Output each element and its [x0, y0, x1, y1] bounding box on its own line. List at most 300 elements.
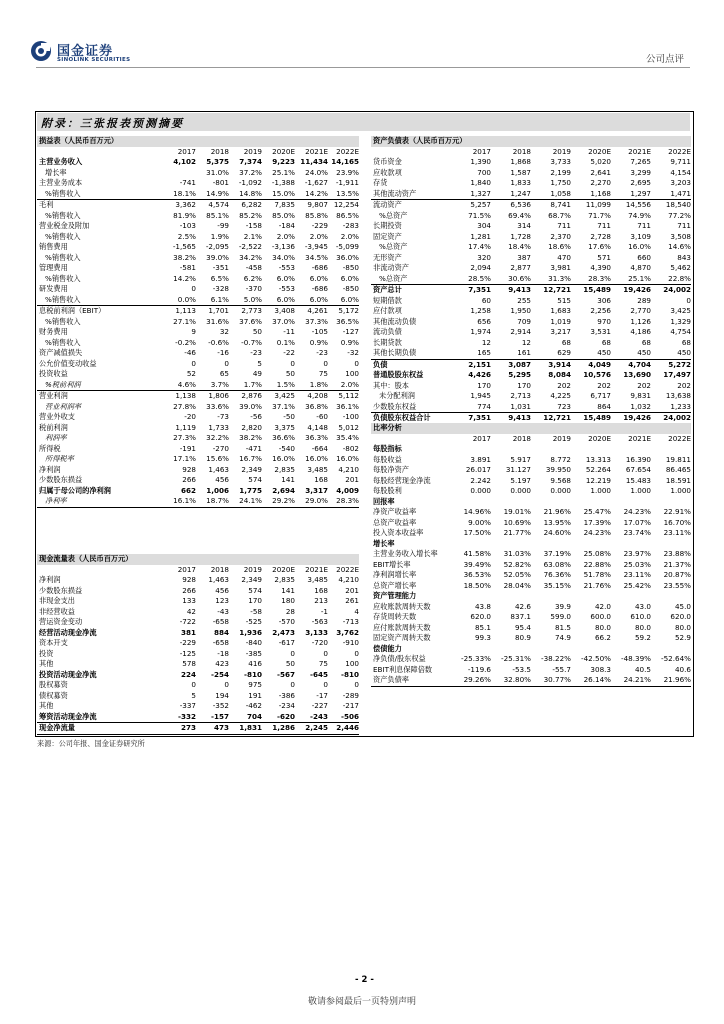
row-label: 资本开支 [39, 638, 68, 647]
cell-value: 1,058 [550, 188, 571, 198]
cell-value: 1,683 [550, 306, 571, 315]
table-row [37, 712, 359, 723]
cell-value: 3,531 [590, 327, 611, 336]
cell-value: 42.0 [594, 601, 611, 611]
page-header [0, 0, 724, 68]
table-row [371, 518, 691, 529]
table-row [37, 575, 359, 586]
row-label: 每股经营现金净流 [373, 475, 431, 485]
table-row [371, 327, 691, 338]
year-header: 2021E [305, 146, 328, 156]
cell-value: -471 [245, 443, 262, 453]
row-label: 应收款项 [373, 167, 402, 177]
cell-value: 6.1% [210, 294, 229, 304]
table-row [371, 612, 691, 623]
cell-value: 0 [191, 358, 196, 368]
cell-value: 456 [215, 475, 229, 484]
cell-value: 289 [637, 295, 651, 305]
cell-value: 81.5 [554, 622, 571, 632]
cell-value: -1,388 [271, 178, 295, 187]
cell-value: 0 [354, 358, 359, 368]
cell-value: 37.0% [272, 316, 295, 326]
cell-value: 3,485 [307, 464, 328, 474]
cell-value: 5,172 [338, 306, 359, 315]
cell-value: 36.8% [305, 401, 328, 411]
year-header: 2022E [336, 564, 359, 574]
cell-value: 85.1 [474, 622, 491, 632]
cell-value: 17.07% [623, 517, 651, 527]
cell-value: 12,721 [543, 413, 571, 422]
cell-value: 85.0% [272, 210, 295, 220]
table-row [371, 157, 691, 168]
cell-value: 0 [323, 680, 328, 689]
cell-value: 255 [517, 295, 531, 305]
row-label: 主营业务收入 [39, 157, 83, 166]
table-row [37, 649, 359, 660]
cell-value: 0.000 [510, 486, 531, 495]
cell-value: 2,694 [272, 485, 295, 495]
cell-value: 52 [186, 369, 196, 378]
cell-value: 123 [215, 596, 229, 605]
cell-value: 928 [182, 464, 196, 474]
table-row [371, 348, 691, 359]
row-label: 营业利润 [39, 391, 68, 400]
table-row [37, 232, 359, 243]
cell-value: 168 [314, 475, 328, 484]
cell-value: 1,463 [208, 464, 229, 474]
cell-value: 7,351 [468, 413, 491, 422]
table-row [37, 380, 359, 391]
cell-value: 13,690 [623, 370, 651, 379]
cell-value: -0.6% [208, 337, 229, 347]
cell-value: -283 [342, 221, 359, 230]
row-label: 少数股东损益 [39, 585, 83, 595]
table-row [371, 168, 691, 179]
table-row [37, 295, 359, 306]
cell-value: 456 [215, 585, 229, 595]
cell-value: 11,434 [300, 157, 328, 166]
cell-value: 7,374 [239, 157, 262, 166]
table-row [37, 659, 359, 670]
year-header: 2019 [243, 564, 262, 574]
cell-value: 59.2 [634, 633, 651, 642]
header-divider [36, 67, 690, 68]
cell-value: 80.0 [674, 622, 691, 632]
cell-value: 578 [182, 659, 196, 668]
cell-value: -0.2% [175, 337, 196, 347]
table-row [37, 454, 359, 465]
cell-value: 6.2% [243, 273, 262, 283]
cell-value: 1,936 [239, 627, 262, 637]
cell-value: 3.7% [210, 379, 229, 389]
cell-value: -553 [278, 263, 295, 272]
table-row [37, 348, 359, 359]
cell-value: 3,408 [274, 306, 295, 315]
row-label: 非流动资产 [373, 263, 409, 272]
cell-value: 1,950 [510, 306, 531, 315]
row-label: %销售收入 [45, 273, 81, 283]
cell-value: 1,006 [206, 485, 229, 495]
year-header: 2020E [272, 146, 295, 156]
cell-value: 22.91% [663, 507, 691, 516]
cell-value: 14.2% [305, 188, 328, 198]
cell-value: 60 [481, 295, 491, 305]
cell-value: 3,981 [550, 263, 571, 272]
cell-value: 1,247 [510, 188, 531, 198]
cell-value: 13,638 [665, 391, 691, 400]
cell-value: 450 [597, 348, 611, 357]
table-row [37, 305, 359, 317]
row-label: 利润率 [45, 433, 67, 442]
cell-value: -910 [342, 638, 359, 647]
cell-value: 21.96% [543, 507, 571, 516]
row-label: 每股指标 [373, 444, 402, 453]
table-row [37, 274, 359, 285]
row-label: 流动负债 [373, 327, 402, 336]
cell-value: 0 [224, 680, 229, 689]
cell-value: 1,113 [175, 306, 196, 315]
table-row [37, 586, 359, 597]
row-label: EBIT利息保障倍数 [373, 664, 433, 674]
cell-value: -1,627 [304, 178, 328, 187]
cell-value: 2,770 [630, 306, 651, 315]
table-row [371, 296, 691, 307]
cell-value: 6,717 [590, 391, 611, 400]
cell-value: -22 [283, 348, 295, 357]
row-label: 资产管理能力 [373, 591, 417, 600]
cell-value: 10.69% [503, 517, 531, 527]
table-row [371, 359, 691, 371]
row-label: 毛利 [39, 200, 54, 209]
cell-value: -506 [341, 711, 359, 721]
cell-value: 28.3% [336, 496, 359, 505]
cell-value: 0 [686, 295, 691, 305]
row-label: 其他流动资产 [373, 188, 417, 198]
cell-value: 2.0% [340, 231, 359, 241]
report-type: 公司点评 [645, 54, 684, 65]
cell-value: 4,426 [468, 370, 491, 379]
cell-value: 1,806 [208, 391, 229, 400]
cell-value: 36.1% [336, 401, 359, 411]
row-label: 净负债/股东权益 [373, 654, 426, 663]
cell-value: 6.0% [309, 273, 328, 283]
cell-value: 1.7% [243, 379, 262, 389]
cell-value: 180 [281, 596, 295, 605]
cell-value: 63.08% [543, 559, 571, 569]
cell-value: -801 [212, 178, 229, 187]
appendix-title-bar [37, 113, 690, 131]
cell-value: 161 [517, 348, 531, 357]
cell-value: 15,489 [583, 285, 611, 294]
cell-value: 19,426 [623, 413, 651, 422]
row-label: 增长率 [45, 167, 67, 177]
cell-value: 5.0% [243, 294, 262, 304]
row-label: 固定资产 [373, 231, 402, 241]
cell-value: -645 [310, 669, 328, 679]
table-row [371, 242, 691, 253]
cell-value: 31.3% [548, 273, 571, 283]
cell-value: 2.0% [309, 231, 328, 241]
cell-value: 17.1% [173, 454, 196, 463]
cell-value: 3,203 [670, 178, 691, 187]
row-label: 销售费用 [39, 242, 68, 251]
cell-value: 273 [180, 723, 196, 732]
table-row [37, 263, 359, 274]
cell-value: 9.00% [468, 517, 491, 527]
cell-value: 864 [597, 401, 611, 411]
cell-value: 709 [517, 316, 531, 326]
cell-value: 12 [481, 337, 491, 347]
cell-value: 34.2% [239, 252, 262, 262]
row-label: 债权募资 [39, 690, 68, 700]
cell-value: 27.8% [173, 401, 196, 411]
cell-value: 3,914 [548, 359, 571, 369]
row-label: 存货 [373, 178, 388, 187]
cell-value: -386 [278, 690, 295, 700]
cell-value: 0 [290, 648, 295, 658]
cell-value: 21.96% [663, 675, 691, 684]
row-label: 总资产收益率 [373, 517, 417, 527]
cell-value: 0 [354, 680, 359, 689]
cell-value: 29.2% [272, 496, 295, 505]
cell-value: -289 [342, 690, 359, 700]
table-row [37, 284, 359, 295]
cell-value: 2,473 [272, 627, 295, 637]
table-row [371, 211, 691, 222]
row-label: 财务费用 [39, 327, 68, 336]
row-label: 公允价值变动收益 [39, 358, 97, 368]
cell-value: -99 [217, 221, 229, 230]
row-label: 偿债能力 [373, 643, 402, 653]
row-label: 短期借款 [373, 295, 402, 305]
cell-value: -686 [311, 263, 328, 272]
cell-value: 23.9% [336, 167, 359, 177]
table-row [371, 232, 691, 243]
cell-value: 0 [224, 358, 229, 368]
row-label: 少数股东权益 [373, 401, 417, 411]
cell-value: 40.6 [674, 664, 691, 674]
cell-value: 15.0% [272, 188, 295, 198]
cell-value: 14,165 [331, 157, 359, 166]
appendix-title: 附录：三张报表预测摘要 [41, 117, 184, 130]
year-header: 2022E [336, 146, 359, 156]
cell-value: -1,092 [238, 178, 262, 187]
table-row [371, 675, 691, 687]
cell-value: 629 [557, 348, 571, 357]
cell-value: 600.0 [590, 612, 611, 621]
table-row [37, 444, 359, 455]
cell-value: 23.88% [663, 549, 691, 558]
cell-value: 1.9% [210, 231, 229, 241]
cell-value: -567 [277, 669, 295, 679]
cell-value: 1,831 [239, 723, 262, 732]
cell-value: 2,245 [305, 723, 328, 732]
cell-value: 416 [248, 659, 262, 668]
cell-value: 9 [191, 327, 196, 336]
cell-value: 20.87% [663, 570, 691, 579]
cell-value: 23.11% [663, 528, 691, 537]
cell-value: 18.4% [508, 242, 531, 251]
cell-value: 33.6% [206, 401, 229, 411]
year-header: 2018 [210, 146, 229, 156]
cell-value: 213 [314, 596, 328, 605]
table-row [371, 528, 691, 539]
cell-value: 308.3 [590, 664, 611, 674]
row-label: 管理费用 [39, 263, 68, 272]
cell-value: 170 [517, 380, 531, 390]
row-label: %总资产 [379, 273, 408, 283]
cell-value: 266 [182, 475, 196, 484]
cell-value: 3,733 [550, 157, 571, 166]
cell-value: 6,536 [510, 200, 531, 209]
cell-value: 3,362 [175, 200, 196, 209]
cell-value: 25.1% [628, 273, 651, 283]
cell-value: 266 [182, 585, 196, 595]
cell-value: 34.0% [272, 252, 295, 262]
cell-value: 5,295 [508, 370, 531, 379]
cell-value: 31.6% [206, 316, 229, 326]
cell-value: 23.55% [663, 580, 691, 590]
row-label: 主营业务收入增长率 [373, 549, 438, 558]
cell-value: -1,565 [172, 242, 196, 251]
cell-value: 4,049 [588, 359, 611, 369]
cell-value: 49 [252, 369, 262, 378]
cell-value: 85.2% [239, 210, 262, 220]
cell-value: 1,126 [630, 316, 651, 326]
table-row [371, 221, 691, 232]
balance-sheet-table [371, 136, 691, 425]
table-row [371, 476, 691, 487]
cell-value: 18.1% [173, 188, 196, 198]
cell-value: 9,807 [307, 200, 328, 209]
row-label: 股权募资 [39, 680, 68, 689]
cell-value: 9,831 [630, 391, 651, 400]
cell-value: 23.74% [623, 528, 651, 537]
table-row [37, 423, 359, 434]
table-row [371, 391, 691, 402]
table-row [371, 189, 691, 200]
cell-value: 1,945 [470, 391, 491, 400]
year-header: 2017 [472, 433, 491, 443]
table-row [371, 507, 691, 518]
cell-value: 71.7% [588, 210, 611, 220]
table-row [371, 549, 691, 560]
cell-value: 2,370 [550, 231, 571, 241]
table-row [37, 402, 359, 413]
cell-value: 8.772 [550, 454, 571, 464]
cell-value: -53.5 [512, 664, 531, 674]
cell-value: 711 [597, 221, 611, 230]
cell-value: 8,741 [550, 200, 571, 209]
table-row [371, 199, 691, 211]
cell-value: 19,426 [623, 285, 651, 294]
cell-value: 37.3% [305, 316, 328, 326]
table-title-row [37, 554, 359, 565]
cell-value: -50 [283, 412, 295, 421]
logo-english-name: SINOLINK SECURITIES [57, 57, 131, 63]
cell-value: 711 [557, 221, 571, 230]
cell-value: 202 [557, 380, 571, 390]
row-label: %销售收入 [45, 337, 81, 347]
cell-value: 224 [180, 669, 196, 679]
cell-value: 21.37% [663, 559, 691, 569]
table-row [37, 157, 359, 168]
cell-value: 17.39% [583, 517, 611, 527]
cell-value: -58 [250, 606, 262, 616]
table-row [37, 369, 359, 380]
cell-value: 21.77% [503, 528, 531, 537]
cell-value: 75 [318, 369, 328, 378]
table-row [371, 402, 691, 413]
table-row [37, 691, 359, 702]
cell-value: 18.591 [665, 475, 691, 485]
cell-value: 36.0% [336, 252, 359, 262]
cell-value: 1,587 [510, 167, 531, 177]
cell-value: -3,136 [271, 242, 295, 251]
cell-value: 65 [219, 369, 229, 378]
cell-value: 2,835 [274, 464, 295, 474]
cell-value: 16.0% [336, 454, 359, 463]
cell-value: 17,497 [663, 370, 691, 379]
cell-value: 1.000 [590, 486, 611, 495]
row-label: 资产负债率 [373, 675, 409, 684]
row-label: 主营业务成本 [39, 178, 83, 187]
row-label: %税前利润 [45, 379, 81, 389]
cell-value: 2,094 [470, 263, 491, 272]
cell-value: 2,877 [510, 263, 531, 272]
table-row [37, 496, 359, 508]
cell-value: -686 [311, 284, 328, 293]
cell-value: 66.2 [594, 633, 611, 642]
cell-value: 656 [477, 316, 491, 326]
cell-value: 202 [637, 380, 651, 390]
cell-value: 50 [252, 327, 262, 336]
sinolink-logo-icon [30, 40, 52, 62]
row-label: 总资产增长率 [373, 580, 417, 590]
cell-value: 0.000 [470, 486, 491, 495]
table-title-row [371, 423, 691, 434]
cell-value: 31.0% [206, 167, 229, 177]
table-row [371, 560, 691, 571]
row-label: 固定资产周转天数 [373, 633, 431, 642]
cell-value: 74.9% [628, 210, 651, 220]
cell-value: 16.1% [173, 496, 196, 505]
cell-value: 202 [677, 380, 691, 390]
cell-value: 620.0 [470, 612, 491, 621]
cell-value: -38.22% [541, 654, 571, 663]
table-row [37, 670, 359, 681]
cell-value: 1,327 [470, 188, 491, 198]
cell-value: 40.5 [634, 664, 651, 674]
cell-value: -850 [342, 284, 359, 293]
cell-value: 9,223 [272, 157, 295, 166]
cell-value: 23.11% [623, 570, 651, 579]
cell-value: 970 [597, 316, 611, 326]
cell-value: 12,721 [543, 285, 571, 294]
row-label: 投资收益 [39, 369, 68, 378]
cell-value: 4,148 [307, 422, 328, 432]
row-label: %销售收入 [45, 231, 81, 241]
cell-value: 711 [677, 221, 691, 230]
table-row [37, 253, 359, 264]
cell-value: 0.0% [177, 294, 196, 304]
cell-value: 14.8% [239, 188, 262, 198]
year-header: 2019 [243, 146, 262, 156]
cell-value: 15.6% [206, 454, 229, 463]
cell-value: -103 [179, 221, 196, 230]
cell-value: -11 [283, 327, 295, 336]
table-row [371, 338, 691, 349]
